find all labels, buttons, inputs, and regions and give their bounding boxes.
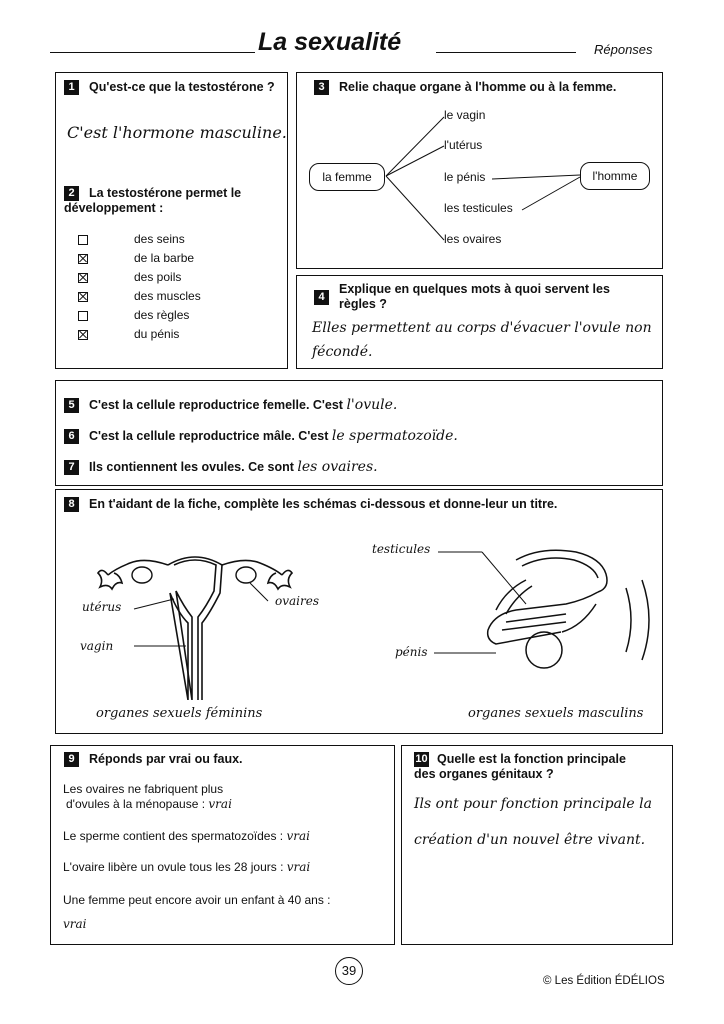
node-homme[interactable]: l'homme (580, 162, 650, 190)
question-4 (314, 282, 644, 312)
option-label: de la barbe (134, 251, 195, 265)
option-label: du pénis (134, 327, 180, 341)
male-diagram-title: organes sexuels masculins (468, 706, 644, 721)
statement-3-answer: vrai (286, 860, 311, 874)
answer-10-line2: création d'un nouvel être vivant. (414, 832, 646, 848)
statement-1-text: d'ovules à la ménopause : (66, 797, 206, 811)
option-label: des poils (134, 270, 182, 284)
question-10-line2: des organes génitaux ? (414, 767, 554, 782)
question-9-text: Réponds par vrai ou faux. (89, 752, 243, 766)
checklist-item (78, 327, 278, 346)
statement-1-answer: vrai (208, 797, 232, 811)
checkbox-5[interactable] (78, 311, 88, 321)
statement-1-line2 (66, 797, 232, 811)
question-10-line1: Quelle est la fonction principale (437, 752, 626, 766)
link-femme-vagin (386, 117, 444, 176)
question-number-4: 4 (314, 290, 329, 305)
label-testicles: testicules (372, 542, 431, 556)
question-5 (64, 398, 397, 413)
statement-2-answer: vrai (286, 829, 310, 843)
checkbox-3[interactable] (78, 273, 88, 283)
question-6 (64, 429, 458, 444)
question-4-text: Explique en quelques mots à quoi servent les règles ? (339, 282, 610, 311)
question-number-7: 7 (64, 460, 79, 475)
question-7 (64, 460, 378, 475)
question-1 (64, 80, 276, 95)
question-8 (64, 497, 557, 512)
statement-4: Une femme peut encore avoir un enfant à 40 ans : (63, 893, 331, 907)
male-label-lines (420, 540, 550, 670)
question-2-text: La testostérone permet le développement : (64, 186, 242, 216)
statement-2-text: Le sperme contient des spermatozoïdes : (63, 829, 284, 843)
header-rule-right (436, 52, 576, 53)
label-ovaries: ovaires (275, 594, 319, 608)
option-label: des règles (134, 308, 190, 322)
female-label-lines (90, 535, 300, 700)
question-7-text: Ils contiennent les ovules. Ce sont (89, 460, 294, 474)
answer-5: l'ovule. (346, 397, 398, 413)
question-9 (64, 752, 243, 767)
organ-uterus[interactable]: l'utérus (444, 138, 483, 152)
statement-2 (63, 829, 310, 843)
question-number-3: 3 (314, 80, 329, 95)
option-label: des seins (134, 232, 185, 246)
checklist-item (78, 270, 278, 289)
organ-penis[interactable]: le pénis (444, 170, 486, 184)
link-femme-uterus (386, 146, 444, 176)
statement-3 (63, 860, 310, 874)
question-1-text: Qu'est-ce que la testostérone ? (89, 80, 275, 94)
option-label: des muscles (134, 289, 201, 303)
answer-10-line1: Ils ont pour fonction principale la (414, 796, 652, 812)
statement-1-line1: Les ovaires ne fabriquent plus (63, 782, 224, 796)
question-10 (414, 752, 666, 782)
organ-testicules[interactable]: les testicules (444, 201, 513, 215)
checkbox-6[interactable] (78, 330, 88, 340)
organ-ovaires[interactable]: les ovaires (444, 232, 502, 246)
ovary-pointer (250, 583, 268, 601)
checklist-item (78, 308, 278, 327)
question-number-1: 1 (64, 80, 79, 95)
header-rule-left (50, 52, 255, 53)
female-diagram-title: organes sexuels féminins (96, 706, 263, 721)
link-penis-homme (492, 175, 580, 179)
checkbox-2[interactable] (78, 254, 88, 264)
checklist-item (78, 251, 278, 270)
uterus-pointer (134, 599, 174, 609)
label-vagina: vagin (80, 639, 114, 653)
answer-7: les ovaires. (297, 459, 378, 475)
header-subtitle: Réponses (594, 42, 653, 57)
checkbox-1[interactable] (78, 235, 88, 245)
node-femme[interactable]: la femme (309, 163, 385, 191)
copyright: © Les Édition ÉDÉLIOS (543, 975, 665, 987)
page-number (335, 957, 363, 985)
question-6-text: C'est la cellule reproductrice mâle. C'est (89, 429, 329, 443)
checklist (78, 232, 278, 346)
page-number-text: 39 (341, 963, 357, 978)
label-uterus: utérus (82, 600, 122, 614)
question-5-text: C'est la cellule reproductrice femelle. C'est (89, 398, 343, 412)
question-number-5: 5 (64, 398, 79, 413)
question-number-2: 2 (64, 186, 79, 201)
question-number-10: 10 (415, 753, 428, 766)
question-number-8: 8 (64, 497, 79, 512)
organ-vagin[interactable]: le vagin (444, 108, 486, 122)
checklist-item (78, 289, 278, 308)
answer-6: le spermatozoïde. (331, 428, 458, 444)
answer-4-line2: fécondé. (312, 344, 373, 360)
checkbox-4[interactable] (78, 292, 88, 302)
question-number-6: 6 (64, 429, 79, 444)
answer-4-line1: Elles permettent au corps d'évacuer l'ovule non (312, 320, 652, 336)
testicles-pointer-diag (482, 552, 526, 604)
link-femme-ovaires (386, 176, 444, 240)
question-number-9: 9 (64, 752, 79, 767)
question-8-text: En t'aidant de la fiche, complète les schémas ci-dessous et donne-leur un titre. (89, 497, 558, 511)
label-penis: pénis (395, 645, 428, 659)
question-box-9 (50, 745, 395, 945)
question-3-text: Relie chaque organe à l'homme ou à la femme. (339, 80, 617, 94)
question-2 (64, 186, 276, 216)
answer-1: C'est l'hormone masculine. (67, 123, 287, 142)
page-title: La sexualité (258, 28, 402, 56)
link-testicules-homme (522, 177, 580, 210)
checklist-item (78, 232, 278, 251)
statement-4-answer: vrai (63, 917, 87, 931)
statement-3-text: L'ovaire libère un ovule tous les 28 jours : (63, 860, 284, 874)
